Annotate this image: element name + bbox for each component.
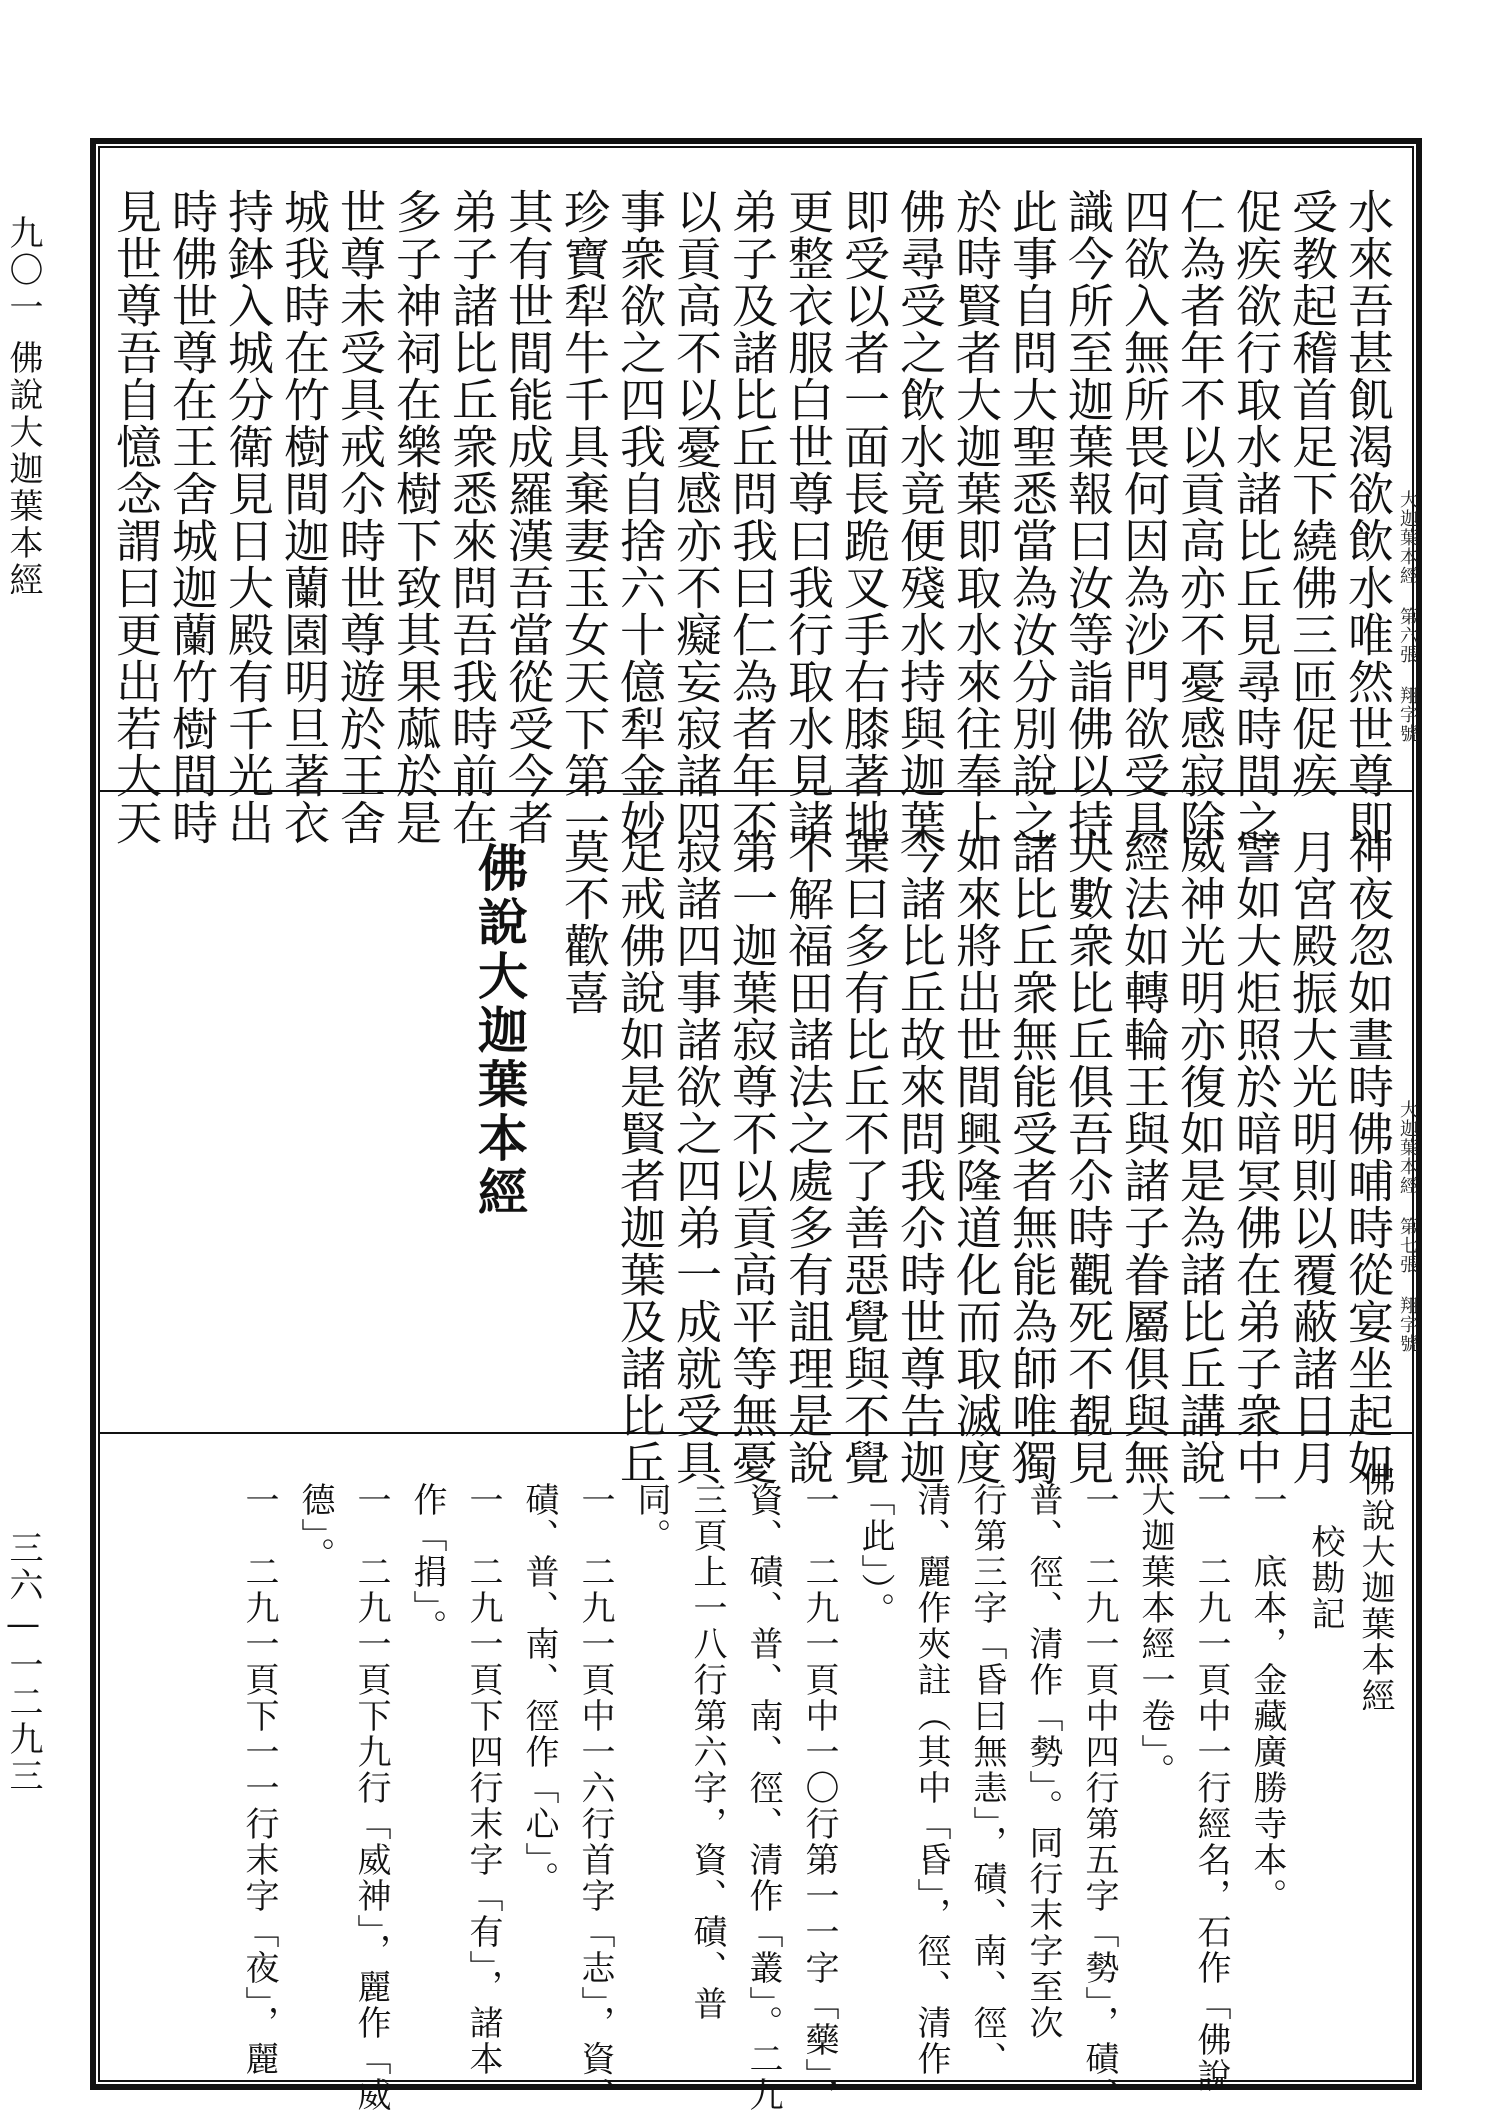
collation-note: 作「捐」。 bbox=[407, 1482, 447, 1645]
text-column: 威神光明亦復如是為諸比丘講說 bbox=[1173, 828, 1227, 1486]
text-column: 此事自問大聖悉當為汝分別說之 bbox=[1005, 188, 1059, 846]
text-column: 其有世間能成羅漢吾當從受今者 bbox=[501, 188, 555, 846]
collation-note: 資、磧、普、南、徑、清作「叢」。二九 bbox=[743, 1482, 783, 2113]
text-column: 葉曰多有比丘不了善惡覺與不覺 bbox=[837, 828, 891, 1486]
collation-note: 三頁上一八行第六字，資、磧、普 bbox=[687, 1482, 727, 2022]
text-column: 見世尊吾自憶念謂曰更出若大天 bbox=[109, 188, 163, 846]
text-column: 世尊未受具戒尒時世尊遊於王舍 bbox=[333, 188, 387, 846]
text-column: 足戒佛說如是賢者迦葉及諸比丘 bbox=[613, 828, 667, 1486]
text-column: 弟子及諸比丘問我曰仁為者年不 bbox=[725, 188, 779, 846]
text-column: 月宮殿振大光明則以覆蔽諸日月 bbox=[1285, 828, 1339, 1486]
text-column: 水來吾甚飢渴欲飲水唯然世尊即 bbox=[1341, 188, 1395, 846]
collation-note: 一 二九一頁下四行末字「有」，諸本 bbox=[463, 1482, 503, 2077]
text-column: 諸比丘衆無能受者無能為師唯獨 bbox=[1005, 828, 1059, 1486]
collation-subheading: 校勘記 bbox=[1305, 1524, 1345, 1632]
text-column: 第一迦葉寂尊不以貢高平等無憂 bbox=[725, 828, 779, 1486]
text-column: 持鉢入城分衛見日大殿有千光出 bbox=[221, 188, 275, 846]
text-column: 識今所至迦葉報曰汝等詣佛以持 bbox=[1061, 188, 1115, 846]
text-column: 仁為者年不以貢高亦不憂感寂除 bbox=[1173, 188, 1227, 846]
text-column: 佛尋受之飲水竟便殘水持與迦葉 bbox=[893, 188, 947, 846]
text-column: 弟子諸比丘衆悉來問吾我時前在 bbox=[445, 188, 499, 846]
collation-note: 一 二九一頁下一一行末字「夜」，麗 bbox=[239, 1482, 279, 2077]
collation-note: 清、麗作夾註（其中「昏」，徑、清作 bbox=[911, 1482, 951, 2077]
text-column: 譬如大炬照於暗冥佛在弟子衆中 bbox=[1229, 828, 1283, 1486]
sutra-end-title: 佛說大迦葉本經 bbox=[470, 842, 529, 1220]
collation-note: 德」。 bbox=[295, 1482, 335, 1573]
margin-note: 大迦葉本經 第六張 翔字號 bbox=[1397, 490, 1418, 743]
text-column: 促疾欲行取水諸比丘見尋時問之 bbox=[1229, 188, 1283, 846]
text-column: 如來將出世間興隆道化而取滅度 bbox=[949, 828, 1003, 1486]
margin-sutra-title: 佛說大迦葉本經 bbox=[3, 340, 43, 599]
collation-note: 普、徑、清作「勢」。同行末字至次 bbox=[1023, 1482, 1063, 2041]
text-column: 寂諸四事諸欲之四弟一成就受具 bbox=[669, 828, 723, 1486]
text-column: 莫不歡喜 bbox=[557, 828, 611, 1016]
collation-note: 一 二九一頁中一行經名，石作「佛說 bbox=[1191, 1482, 1231, 2094]
collation-note: 同。 bbox=[631, 1482, 671, 1554]
text-column: 即受以者一面長跪叉手右膝著地 bbox=[837, 188, 891, 846]
collation-heading: 佛說大迦葉本經 bbox=[1355, 1462, 1395, 1714]
text-column: 事衆欲之四我自捨六十億犁金妙 bbox=[613, 188, 667, 846]
margin-page-number: 三六—一二九三 bbox=[3, 1530, 43, 1795]
text-column: 時佛世尊在王舍城迦蘭竹樹間時 bbox=[165, 188, 219, 846]
text-column: 今諸比丘故來問我尒時世尊告迦 bbox=[893, 828, 947, 1486]
margin-note: 大迦葉本經 第七張 翔字號 bbox=[1397, 1100, 1418, 1353]
collation-note: 一 二九一頁中四行第五字「勢」，磧、 bbox=[1079, 1482, 1119, 2113]
collation-note: 一 底本，金藏廣勝寺本。 bbox=[1247, 1482, 1287, 1914]
text-column: 經法如轉輪王與諸子眷屬俱與無 bbox=[1117, 828, 1171, 1486]
collation-note: 一 二九一頁下九行「威神」，麗作「威 bbox=[351, 1482, 391, 2113]
text-column: 多子神祠在樂樹下致其果蓏於是 bbox=[389, 188, 443, 846]
text-column: 神夜忽如晝時佛晡時從宴坐起如 bbox=[1341, 828, 1395, 1486]
collation-note: 「此」）。 bbox=[855, 1482, 895, 1628]
text-column: 央數衆比丘俱吾尒時觀死不覩見 bbox=[1061, 828, 1115, 1486]
margin-volume-number: 九〇一 bbox=[3, 215, 43, 326]
text-column: 不解福田諸法之處多有詛理是說 bbox=[781, 828, 835, 1486]
collation-note: 磧、普、南、徑作「心」。 bbox=[519, 1482, 559, 1897]
text-column: 受教起稽首足下繞佛三匝促疾 bbox=[1285, 188, 1339, 799]
text-column: 更整衣服白世尊曰我行取水見諸 bbox=[781, 188, 835, 846]
text-column: 珍寶犁牛千具棄妻玉女天下第一 bbox=[557, 188, 611, 846]
collation-note: 一 二九一頁中一〇行第一一字「藥」， bbox=[799, 1482, 839, 2113]
text-column: 以貢高不以憂感亦不癡妄寂諸四 bbox=[669, 188, 723, 846]
collation-note: 行第三字「昏曰無恚」，磧、南、徑、 bbox=[967, 1482, 1007, 2077]
text-column: 於時賢者大迦葉即取水來往奉上 bbox=[949, 188, 1003, 846]
text-column: 四欲入無所畏何因為沙門欲受具 bbox=[1117, 188, 1171, 846]
collation-note: 大迦葉本經一卷」。 bbox=[1135, 1482, 1175, 1789]
text-column: 城我時在竹樹間迦蘭園明旦著衣 bbox=[277, 188, 331, 846]
collation-note: 一 二九一頁中一六行首字「志」，資、 bbox=[575, 1482, 615, 2113]
